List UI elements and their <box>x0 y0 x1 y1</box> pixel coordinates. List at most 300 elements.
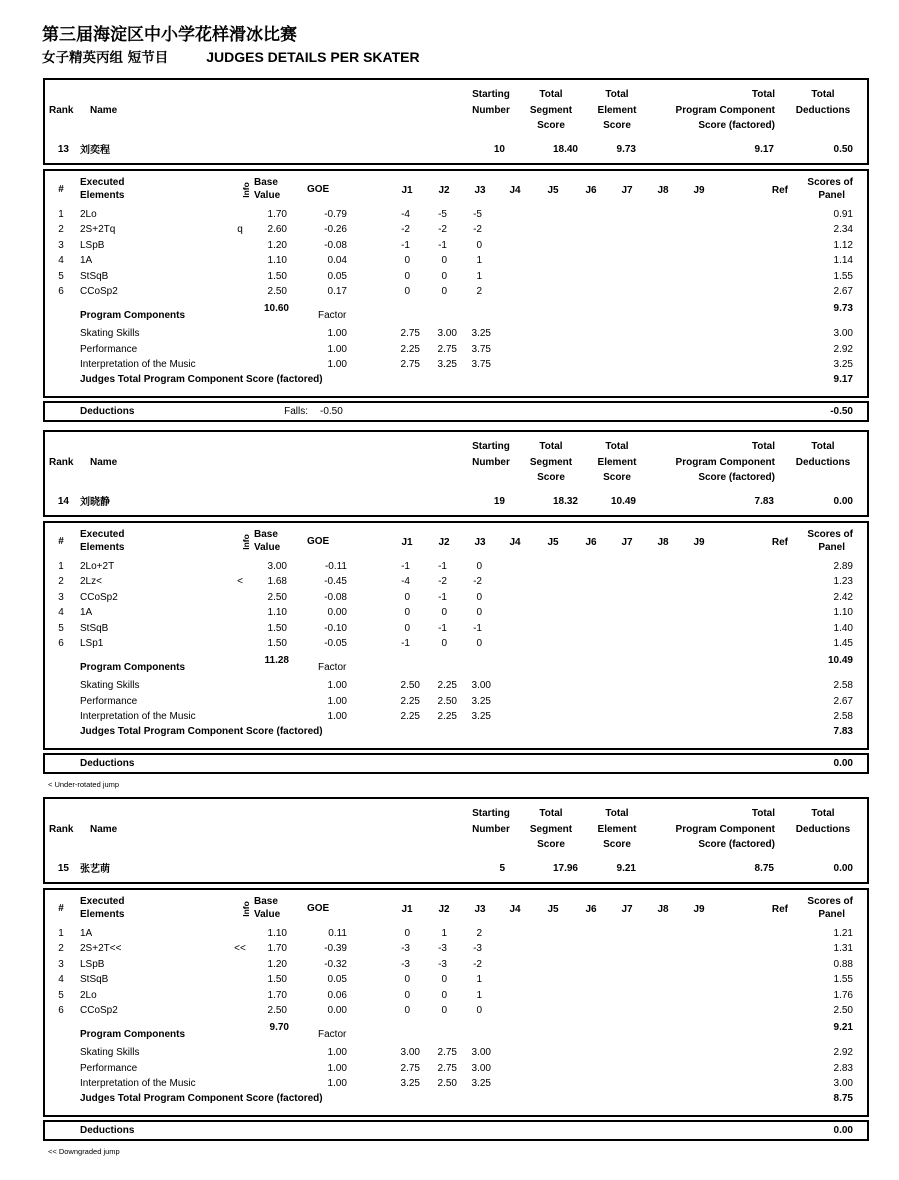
component-name: Interpretation of the Music <box>80 359 196 370</box>
element-panel-score: 1.31 <box>833 943 853 955</box>
element-name: CCoSp2 <box>80 591 118 603</box>
deductions-box <box>43 753 869 774</box>
name-header: Name <box>90 457 118 468</box>
element-judge-score: 0 <box>441 607 447 619</box>
total-pcs-header: Score (factored) <box>698 120 775 131</box>
element-number: 1 <box>58 561 64 572</box>
component-judge-score: 3.00 <box>471 1062 491 1074</box>
pcs-total-label: Judges Total Program Component Score (factored) <box>80 373 323 385</box>
total-segment-header: Total <box>539 808 563 819</box>
program-components-heading: Program Components <box>80 662 186 673</box>
element-panel-score: 1.21 <box>833 928 853 939</box>
element-goe: -0.08 <box>324 591 347 603</box>
element-base-value: 1.70 <box>267 943 287 955</box>
element-judge-score: 2 <box>476 286 482 297</box>
component-factor: 1.00 <box>327 343 347 355</box>
component-judge-score: 2.75 <box>400 359 420 370</box>
element-judge-score: 0 <box>441 255 447 267</box>
skater-name: 张艺萌 <box>80 864 110 875</box>
element-name: CCoSp2 <box>80 286 118 297</box>
panel-header: Panel <box>818 909 845 920</box>
element-judge-score: -3 <box>473 943 482 955</box>
skater-block <box>0 797 899 1157</box>
element-judge-score: 0 <box>404 622 410 634</box>
element-goe: -0.39 <box>324 943 347 955</box>
element-judge-score: 1 <box>476 974 482 986</box>
component-judge-score: 2.50 <box>437 695 457 707</box>
component-panel-score: 2.92 <box>833 1047 853 1058</box>
total-pcs-header: Score (factored) <box>698 839 775 850</box>
element-panel-score: 2.50 <box>833 1005 853 1016</box>
judge-header-3: J3 <box>474 537 486 548</box>
total-element-header: Total <box>605 808 629 819</box>
rank-value: 15 <box>57 863 69 874</box>
element-goe: -0.05 <box>324 638 347 649</box>
component-factor: 1.00 <box>327 1062 347 1074</box>
component-judge-score: 2.75 <box>400 1062 420 1074</box>
footnote: << Downgraded jump <box>48 1147 120 1156</box>
deductions-total: 0.00 <box>833 758 853 769</box>
element-goe: 0.04 <box>327 255 347 267</box>
element-name: 2S+2Tq <box>80 224 116 236</box>
component-judge-score: 2.75 <box>437 1062 457 1074</box>
element-info: < <box>237 576 243 588</box>
component-name: Skating Skills <box>80 1047 140 1058</box>
skater-name: 刘奕程 <box>80 145 110 156</box>
executed-header: Executed <box>80 896 125 907</box>
elements-header: Elements <box>80 190 125 201</box>
deductions-box <box>43 1120 869 1141</box>
info-header: Info <box>241 901 251 917</box>
total-pcs-header: Program Component <box>675 823 775 835</box>
starting-number-header: Starting <box>472 441 510 452</box>
element-panel-score: 1.14 <box>833 255 853 267</box>
element-judge-score: 0 <box>404 989 410 1001</box>
deductions-label: Deductions <box>80 758 135 769</box>
judge-header-8: J8 <box>657 185 669 196</box>
element-panel-score: 1.40 <box>833 622 853 634</box>
judge-header-8: J8 <box>657 537 669 548</box>
element-judge-score: -3 <box>401 943 410 955</box>
starting-number-value: 5 <box>499 863 505 874</box>
element-panel-score: 1.76 <box>833 989 853 1001</box>
element-judge-score: -4 <box>401 209 410 220</box>
tes-value: 10.49 <box>610 496 636 507</box>
element-name: 2Lo <box>80 989 97 1001</box>
total-element-header: Element <box>597 456 637 468</box>
goe-header: GOE <box>307 536 330 547</box>
rank-value: 14 <box>57 496 69 507</box>
skater-block <box>0 430 899 790</box>
component-judge-score: 3.00 <box>437 328 457 339</box>
element-panel-score: 2.67 <box>833 286 853 297</box>
subtitle-en: JUDGES DETAILS PER SKATER <box>206 49 420 65</box>
element-judge-score: 0 <box>476 638 482 649</box>
starting-number-value: 19 <box>493 496 505 507</box>
tes-total: 9.21 <box>833 1022 853 1034</box>
page-subtitle <box>42 46 420 66</box>
num-header: # <box>58 903 64 914</box>
base-header: Base <box>254 529 278 540</box>
pcs-value: 7.83 <box>754 496 774 507</box>
value-header: Value <box>254 909 281 920</box>
element-judge-score: 1 <box>476 270 482 282</box>
element-info: << <box>234 943 246 955</box>
component-factor: 1.00 <box>327 695 347 707</box>
element-judge-score: 0 <box>441 286 447 297</box>
judge-header-3: J3 <box>474 904 486 915</box>
element-goe: 0.05 <box>327 974 347 986</box>
component-judge-score: 2.25 <box>400 343 420 355</box>
ref-header: Ref <box>771 185 788 196</box>
element-name: 2Lo+2T <box>80 561 115 572</box>
element-name: StSqB <box>80 270 109 282</box>
component-judge-score: 2.25 <box>437 680 457 691</box>
total-pcs-header: Total <box>751 441 775 452</box>
element-panel-score: 1.55 <box>833 270 853 282</box>
element-judge-score: -1 <box>401 561 410 572</box>
deductions-detail-label: Falls: <box>284 406 308 417</box>
executed-header: Executed <box>80 529 125 540</box>
pcs-value: 8.75 <box>754 863 774 874</box>
total-element-header: Element <box>597 823 637 835</box>
value-header: Value <box>254 542 281 553</box>
component-factor: 1.00 <box>327 328 347 339</box>
element-name: 1A <box>80 607 93 619</box>
element-goe: 0.05 <box>327 270 347 282</box>
element-name: 2S+2T<< <box>80 943 122 955</box>
element-base-value: 2.50 <box>267 286 287 297</box>
starting-number-value: 10 <box>493 144 505 155</box>
judge-header-2: J2 <box>438 185 450 196</box>
skater-name: 刘晓静 <box>80 497 110 508</box>
ref-header: Ref <box>771 904 788 915</box>
element-base-value: 1.68 <box>267 576 287 588</box>
element-base-value: 1.50 <box>267 622 287 634</box>
component-judge-score: 3.25 <box>471 328 491 339</box>
element-judge-score: -2 <box>473 958 482 970</box>
element-base-value: 3.00 <box>267 561 287 572</box>
element-judge-score: -3 <box>401 958 410 970</box>
element-judge-score: -1 <box>401 239 410 251</box>
deductions-detail-value: -0.50 <box>320 406 343 417</box>
element-panel-score: 2.34 <box>833 224 853 236</box>
element-number: 1 <box>58 209 64 220</box>
judge-header-2: J2 <box>438 537 450 548</box>
element-name: LSpB <box>80 239 105 251</box>
scores-header: Scores of <box>807 896 853 907</box>
component-judge-score: 3.25 <box>471 711 491 722</box>
judge-header-1: J1 <box>401 904 413 915</box>
judge-header-7: J7 <box>621 537 633 548</box>
deductions-total: 0.00 <box>833 1125 853 1136</box>
element-judge-score: 0 <box>441 1005 447 1016</box>
ded-value: 0.00 <box>833 863 853 874</box>
deductions-label: Deductions <box>80 1125 135 1136</box>
component-panel-score: 2.67 <box>833 695 853 707</box>
element-panel-score: 2.89 <box>833 561 853 572</box>
element-number: 6 <box>58 286 64 297</box>
component-judge-score: 2.75 <box>437 343 457 355</box>
element-judge-score: 0 <box>476 561 482 572</box>
element-judge-score: -2 <box>473 224 482 236</box>
element-name: 1A <box>80 255 93 267</box>
element-name: 2Lo <box>80 209 97 220</box>
judge-header-9: J9 <box>693 185 705 196</box>
skater-block <box>0 78 899 438</box>
element-number: 4 <box>58 607 64 619</box>
component-factor: 1.00 <box>327 1078 347 1089</box>
element-goe: -0.45 <box>324 576 347 588</box>
component-panel-score: 3.25 <box>833 359 853 370</box>
element-name: 2Lz< <box>80 576 102 588</box>
judge-header-1: J1 <box>401 537 413 548</box>
element-judge-score: 0 <box>404 1005 410 1016</box>
starting-number-header: Number <box>472 104 510 116</box>
info-header: Info <box>241 534 251 550</box>
element-judge-score: 0 <box>476 591 482 603</box>
element-judge-score: -3 <box>438 943 447 955</box>
component-factor: 1.00 <box>327 680 347 691</box>
element-judge-score: -2 <box>473 576 482 588</box>
total-segment-header: Total <box>539 441 563 452</box>
base-header: Base <box>254 896 278 907</box>
judge-header-1: J1 <box>401 185 413 196</box>
element-name: StSqB <box>80 974 109 986</box>
element-judge-score: 0 <box>476 607 482 619</box>
element-goe: 0.06 <box>327 989 347 1001</box>
pcs-total-value: 8.75 <box>833 1092 853 1104</box>
element-name: CCoSp2 <box>80 1005 118 1016</box>
judge-header-4: J4 <box>509 185 521 196</box>
judge-header-5: J5 <box>547 904 559 915</box>
total-element-header: Score <box>603 472 631 483</box>
factor-header: Factor <box>318 310 347 321</box>
element-judge-score: 2 <box>476 928 482 939</box>
element-number: 4 <box>58 255 64 267</box>
component-judge-score: 3.25 <box>471 695 491 707</box>
component-factor: 1.00 <box>327 359 347 370</box>
tes-value: 9.73 <box>616 144 636 155</box>
tss-value: 17.96 <box>552 863 578 874</box>
component-factor: 1.00 <box>327 711 347 722</box>
component-judge-score: 2.50 <box>400 680 420 691</box>
component-judge-score: 2.75 <box>400 328 420 339</box>
element-base-value: 2.60 <box>267 224 287 236</box>
element-goe: -0.26 <box>324 224 347 236</box>
element-judge-score: -5 <box>438 209 447 220</box>
element-number: 2 <box>58 224 64 236</box>
total-segment-header: Segment <box>529 456 573 468</box>
base-value-total: 9.70 <box>269 1022 289 1034</box>
component-name: Performance <box>80 1062 138 1074</box>
element-judge-score: 0 <box>404 255 410 267</box>
element-judge-score: 0 <box>476 1005 482 1016</box>
program-components-heading: Program Components <box>80 1029 186 1040</box>
element-number: 5 <box>58 622 64 634</box>
starting-number-header: Starting <box>472 808 510 819</box>
component-panel-score: 2.92 <box>833 343 853 355</box>
element-judge-score: 0 <box>441 989 447 1001</box>
component-judge-score: 3.75 <box>471 343 491 355</box>
element-judge-score: 1 <box>476 989 482 1001</box>
element-base-value: 1.10 <box>267 607 287 619</box>
component-panel-score: 2.83 <box>833 1062 853 1074</box>
name-header: Name <box>90 824 118 835</box>
info-header: Info <box>241 182 251 198</box>
subtitle-cn: 女子精英丙组 短节目 <box>42 50 169 66</box>
tes-total: 9.73 <box>833 303 853 315</box>
element-base-value: 1.70 <box>267 209 287 220</box>
pcs-total-value: 9.17 <box>833 373 853 385</box>
judge-header-6: J6 <box>585 185 597 196</box>
element-base-value: 2.50 <box>267 591 287 603</box>
element-judge-score: 1 <box>476 255 482 267</box>
scores-header: Scores of <box>807 177 853 188</box>
element-judge-score: -1 <box>401 638 410 649</box>
total-deductions-header: Total <box>811 808 835 819</box>
total-segment-header: Segment <box>529 104 573 116</box>
component-name: Skating Skills <box>80 328 140 339</box>
total-deductions-header: Deductions <box>795 823 851 835</box>
element-judge-score: 0 <box>404 974 410 986</box>
element-panel-score: 1.23 <box>833 576 853 588</box>
component-name: Interpretation of the Music <box>80 711 196 722</box>
element-base-value: 1.50 <box>267 974 287 986</box>
element-panel-score: 1.45 <box>833 638 853 649</box>
element-judge-score: -4 <box>401 576 410 588</box>
element-judge-score: -3 <box>438 958 447 970</box>
element-judge-score: 0 <box>441 974 447 986</box>
element-judge-score: 1 <box>441 928 447 939</box>
num-header: # <box>58 184 64 195</box>
element-judge-score: 0 <box>476 239 482 251</box>
starting-number-header: Number <box>472 456 510 468</box>
element-base-value: 1.20 <box>267 239 287 251</box>
starting-number-header: Number <box>472 823 510 835</box>
num-header: # <box>58 536 64 547</box>
element-goe: 0.11 <box>328 928 347 939</box>
total-deductions-header: Deductions <box>795 104 851 116</box>
total-element-header: Element <box>597 104 637 116</box>
element-name: LSp1 <box>80 638 104 649</box>
total-element-header: Total <box>605 89 629 100</box>
total-segment-header: Score <box>537 120 565 131</box>
element-panel-score: 1.10 <box>833 607 853 619</box>
elements-header: Elements <box>80 909 125 920</box>
judge-header-6: J6 <box>585 537 597 548</box>
element-goe: -0.08 <box>324 239 347 251</box>
element-judge-score: -2 <box>438 576 447 588</box>
panel-header: Panel <box>818 542 845 553</box>
judge-header-7: J7 <box>621 185 633 196</box>
component-judge-score: 2.25 <box>437 711 457 722</box>
element-judge-score: 0 <box>404 270 410 282</box>
element-goe: -0.79 <box>324 209 347 220</box>
component-factor: 1.00 <box>327 1047 347 1058</box>
element-number: 3 <box>58 591 64 603</box>
total-segment-header: Segment <box>529 823 573 835</box>
element-panel-score: 2.42 <box>833 591 853 603</box>
total-pcs-header: Score (factored) <box>698 472 775 483</box>
total-element-header: Total <box>605 441 629 452</box>
element-goe: 0.00 <box>327 1005 347 1016</box>
element-number: 6 <box>58 1005 64 1016</box>
element-judge-score: -1 <box>438 591 447 603</box>
pcs-total-label: Judges Total Program Component Score (factored) <box>80 1092 323 1104</box>
rank-value: 13 <box>57 144 69 155</box>
ded-value: 0.00 <box>833 496 853 507</box>
element-name: 1A <box>80 928 93 939</box>
base-header: Base <box>254 177 278 188</box>
element-judge-score: -1 <box>438 561 447 572</box>
program-components-heading: Program Components <box>80 310 186 321</box>
component-judge-score: 3.00 <box>471 1047 491 1058</box>
total-pcs-header: Program Component <box>675 104 775 116</box>
pcs-total-label: Judges Total Program Component Score (factored) <box>80 725 323 737</box>
component-judge-score: 3.25 <box>437 359 457 370</box>
component-panel-score: 3.00 <box>833 1078 853 1089</box>
component-name: Performance <box>80 695 138 707</box>
judge-header-6: J6 <box>585 904 597 915</box>
element-goe: 0.17 <box>327 286 347 297</box>
judge-header-7: J7 <box>621 904 633 915</box>
element-info: q <box>237 224 243 236</box>
total-segment-header: Score <box>537 472 565 483</box>
element-judge-score: 0 <box>404 928 410 939</box>
judge-header-5: J5 <box>547 185 559 196</box>
element-number: 5 <box>58 270 64 282</box>
element-goe: -0.32 <box>324 958 347 970</box>
scores-header: Scores of <box>807 529 853 540</box>
element-judge-score: 0 <box>404 591 410 603</box>
total-deductions-header: Total <box>811 89 835 100</box>
total-element-header: Score <box>603 120 631 131</box>
element-panel-score: 0.88 <box>833 958 853 970</box>
component-judge-score: 2.25 <box>400 695 420 707</box>
total-deductions-header: Deductions <box>795 456 851 468</box>
judge-header-2: J2 <box>438 904 450 915</box>
page-title: 第三届海淀区中小学花样滑冰比赛 <box>42 25 297 45</box>
element-number: 1 <box>58 928 64 939</box>
component-judge-score: 2.50 <box>437 1078 457 1089</box>
judge-header-4: J4 <box>509 537 521 548</box>
element-number: 5 <box>58 989 64 1001</box>
element-number: 2 <box>58 576 64 588</box>
element-judge-score: 0 <box>441 638 447 649</box>
deductions-total: -0.50 <box>830 406 853 417</box>
element-base-value: 1.50 <box>267 638 287 649</box>
element-judge-score: -1 <box>438 622 447 634</box>
element-judge-score: -2 <box>401 224 410 236</box>
footnote: < Under-rotated jump <box>48 780 120 789</box>
element-base-value: 2.50 <box>267 1005 287 1016</box>
element-panel-score: 0.91 <box>833 209 853 220</box>
ded-value: 0.50 <box>833 144 853 155</box>
total-element-header: Score <box>603 839 631 850</box>
component-panel-score: 2.58 <box>833 680 853 691</box>
component-panel-score: 2.58 <box>833 711 853 722</box>
total-pcs-header: Program Component <box>675 456 775 468</box>
judge-header-4: J4 <box>509 904 521 915</box>
total-segment-header: Score <box>537 839 565 850</box>
element-name: LSpB <box>80 958 105 970</box>
starting-number-header: Starting <box>472 89 510 100</box>
element-goe: 0.00 <box>327 607 347 619</box>
element-number: 4 <box>58 974 64 986</box>
elements-header: Elements <box>80 542 125 553</box>
panel-header: Panel <box>818 190 845 201</box>
